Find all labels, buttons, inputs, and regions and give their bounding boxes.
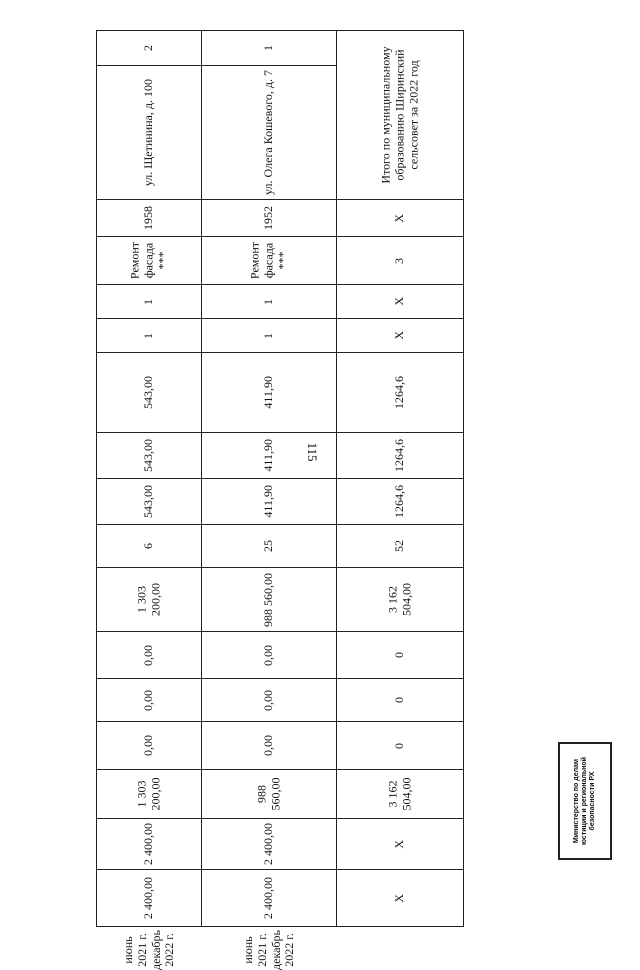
stamp-line: Министерство по делам	[572, 758, 580, 844]
table-cell: 1 303 200,00	[134, 777, 162, 811]
table-cell: 988 560,00	[254, 777, 282, 811]
page-number: 115	[305, 442, 320, 462]
table-cell: 1	[261, 45, 276, 51]
table-cell: 1264,6	[392, 376, 407, 409]
table-cell: 2 400,00	[261, 823, 276, 865]
table-cell: X	[392, 331, 407, 340]
stamp	[558, 742, 612, 860]
table-cell: 1264,6	[392, 439, 407, 472]
table-row-total	[337, 31, 464, 927]
table-cell: 411,90	[261, 376, 276, 409]
table-cell: 52	[392, 540, 407, 552]
table-cell: 3	[392, 257, 407, 264]
table-cell: 2	[141, 45, 156, 51]
table-cell: ул. Щетинина, д. 100	[141, 78, 156, 187]
table-cell: 2 400,00	[261, 877, 276, 919]
table-cell: Ремонт фасада ***	[127, 241, 169, 280]
table-cell: 6	[141, 543, 156, 549]
table-cell: 0,00	[261, 735, 276, 756]
table-cell: 1952	[261, 206, 276, 230]
table-row	[97, 31, 202, 927]
table-cell: 0,00	[261, 644, 276, 666]
table-cell: 543,00	[141, 376, 156, 409]
table-cell: 543,00	[141, 439, 156, 472]
table-cell: 988 560,00	[261, 572, 276, 627]
table-cell: 2 400,00	[141, 823, 156, 865]
table-cell: 3 162 504,00	[385, 583, 413, 616]
table-cell: 543,00	[141, 485, 156, 518]
table-cell: 1	[261, 298, 276, 305]
table-cell: 2 400,00	[141, 877, 156, 919]
table-cell: 25	[261, 540, 276, 552]
table-cell: X	[392, 297, 407, 306]
table-cell: Итого по муниципальному образованию Ширинский сельсовет за 2022 год	[378, 46, 420, 184]
table-cell: 0,00	[141, 644, 156, 666]
data-table	[97, 30, 464, 970]
table-cell: 0	[392, 652, 407, 658]
table-cell: 1	[141, 332, 156, 339]
table-cell: 1264,6	[392, 485, 407, 518]
stamp-line: юстиции и региональной	[580, 757, 588, 845]
table-row	[202, 31, 337, 927]
table-cell: 411,90	[261, 439, 276, 472]
table-cell: 0,00	[141, 689, 156, 711]
table-cell: 1	[261, 332, 276, 339]
table-cell: 3 162 504,00	[385, 777, 413, 811]
table-cell: 1958	[141, 206, 156, 230]
table-cell: 411,90	[261, 485, 276, 518]
table-cell: X	[392, 213, 407, 223]
table-cell: 1 303 200,00	[134, 583, 162, 616]
table-cell: X	[392, 839, 407, 849]
table-cell: июнь 2021 г. декабрь 2022 г.	[240, 930, 296, 970]
table-cell: 0,00	[261, 689, 276, 711]
stamp-line: безопасности РХ	[589, 771, 597, 831]
table-cell: Ремонт фасада ***	[247, 241, 289, 280]
table-cell: 1	[141, 298, 156, 305]
table-cell: 0	[392, 697, 407, 703]
table-cell: 0,00	[141, 735, 156, 756]
table-cell: ул. Олега Кошевого, д. 7	[261, 70, 276, 195]
table-cell: июнь 2021 г. декабрь 2022 г.	[120, 930, 176, 970]
table-cell: X	[392, 893, 407, 903]
table-cell: 0	[392, 742, 407, 749]
